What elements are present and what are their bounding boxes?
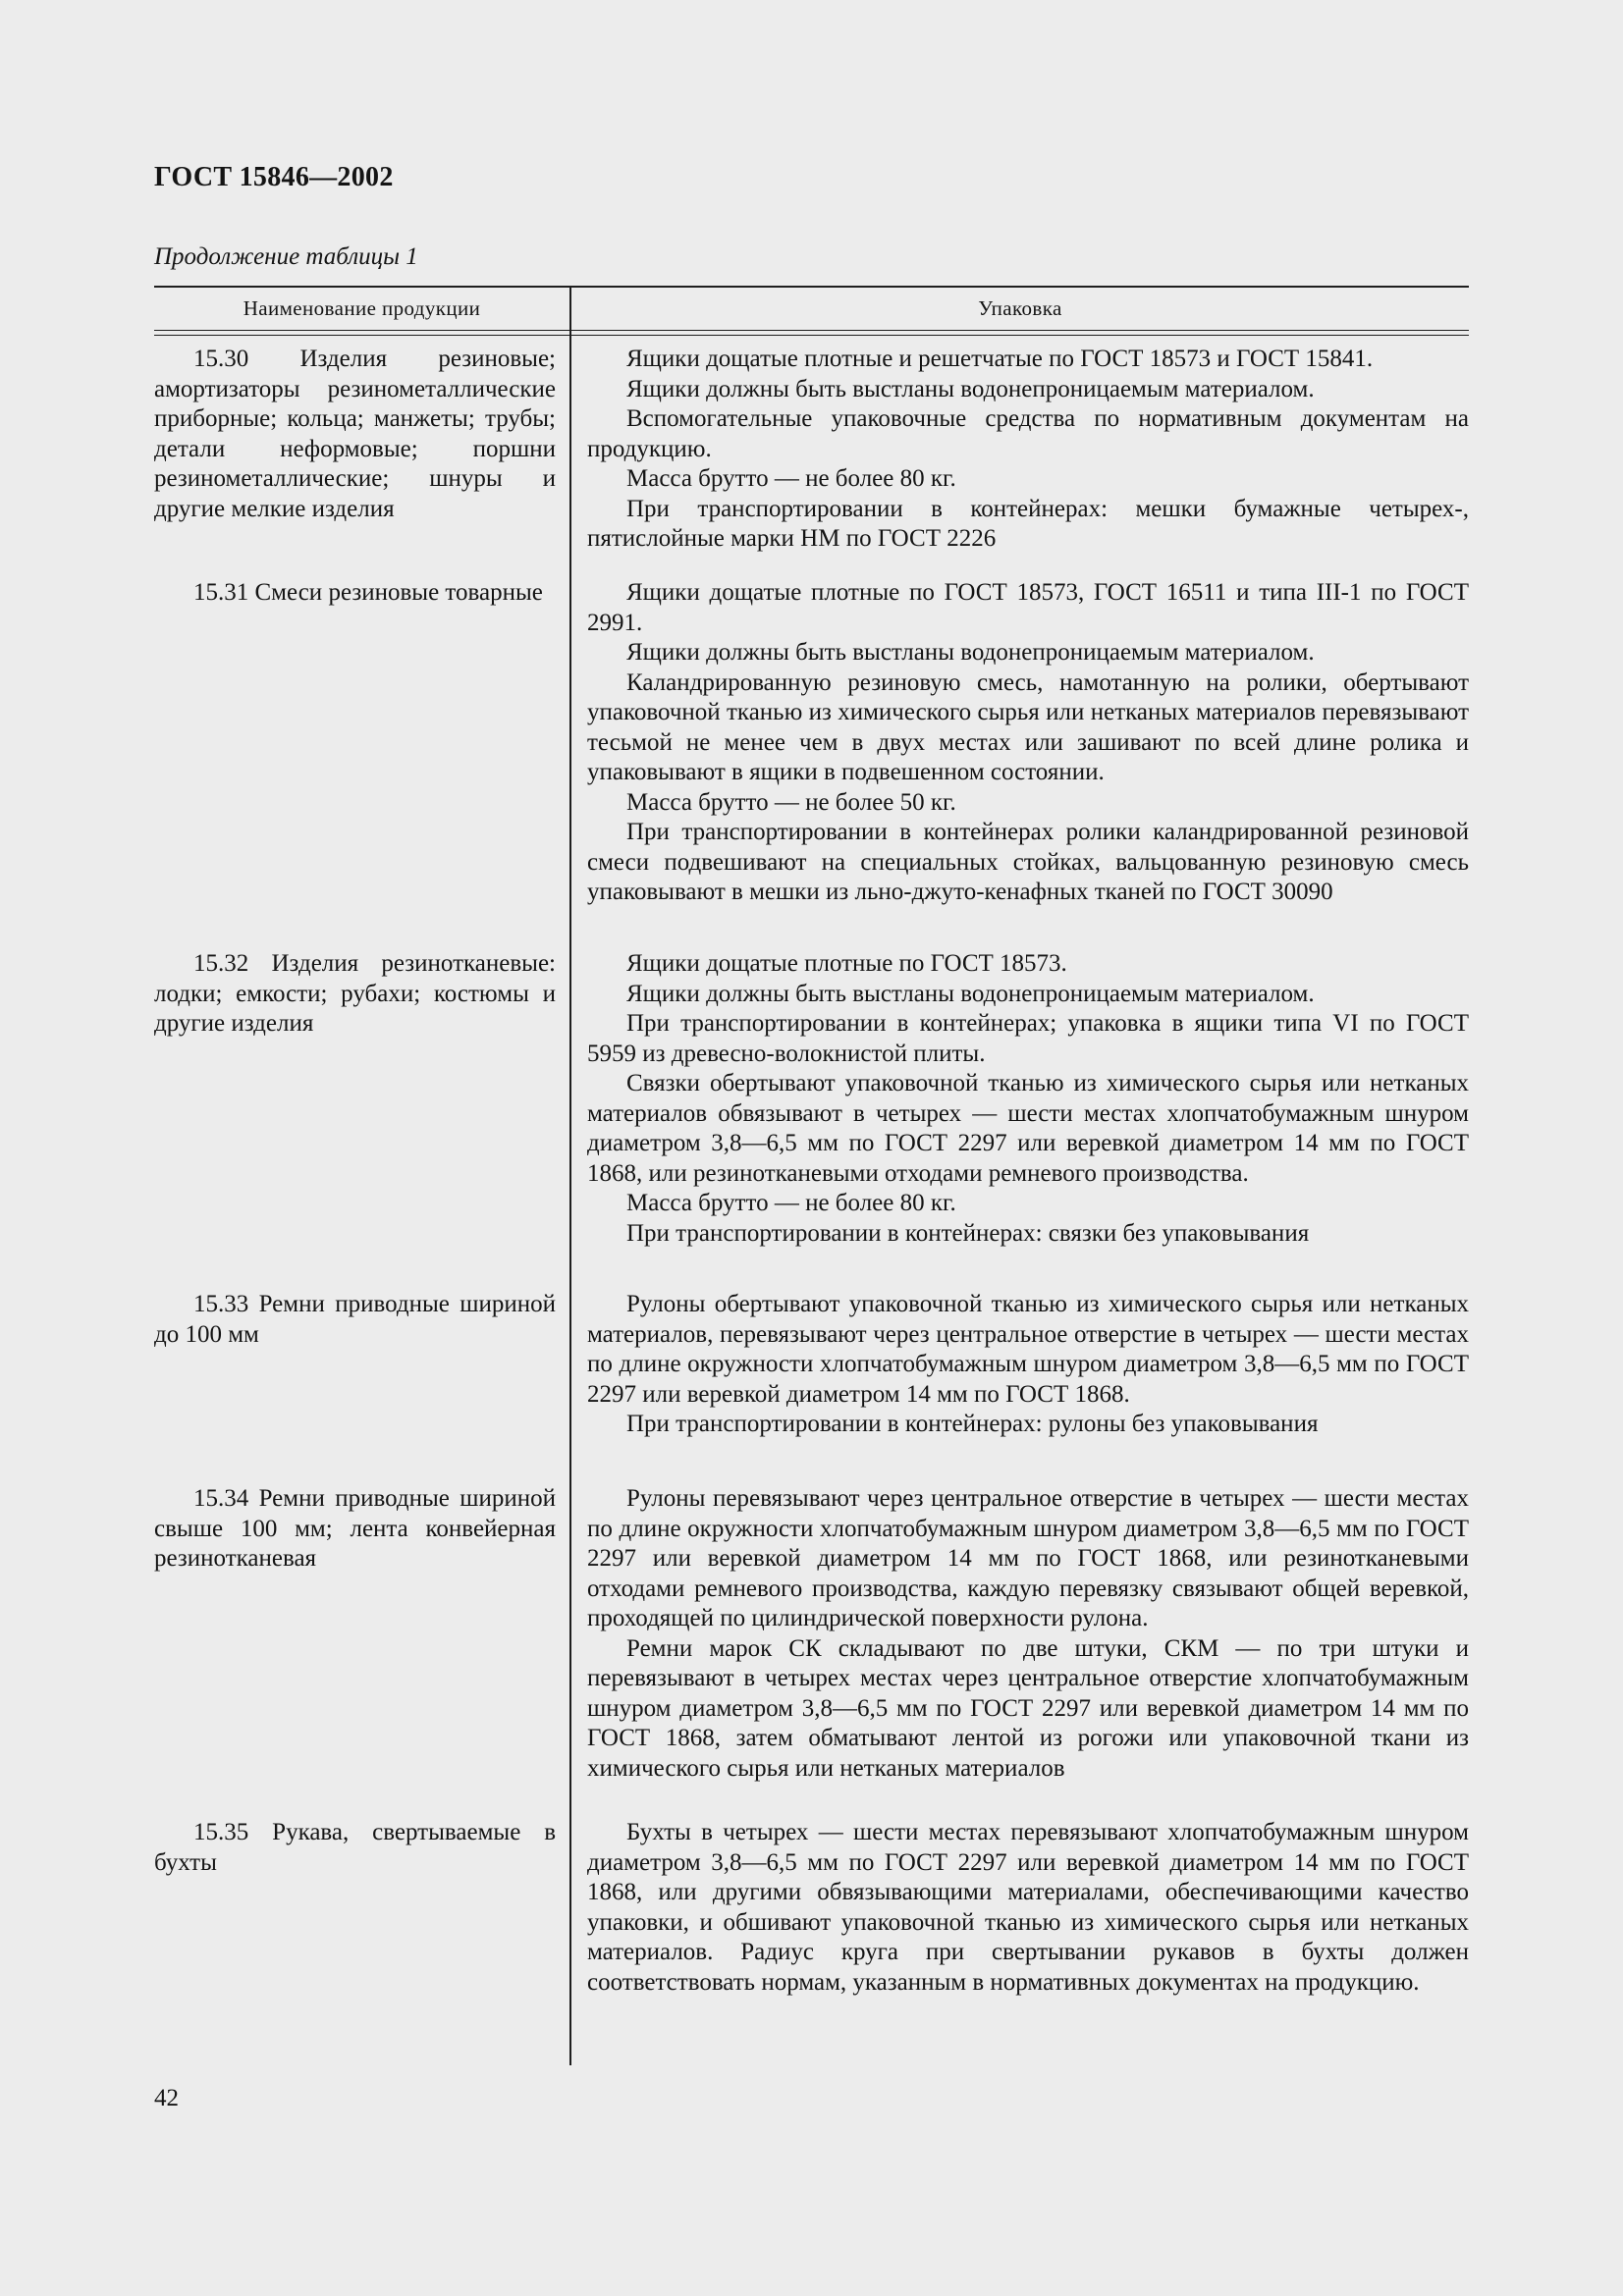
header-double-rule [154,330,1469,336]
packaging-text [569,345,1469,578]
packaging-paragraph: Ящики дощатые плотные по ГОСТ 18573, ГОСТ 16511 и типа III-1 по ГОСТ 2991. [587,579,1469,636]
packaging-paragraph: Масса брутто — не более 80 кг. [626,465,956,492]
packaging-paragraph: При транспортировании в контейнерах; упаковка в ящики типа VI по ГОСТ 5959 из древесно-волокнистой плиты. [587,1010,1469,1067]
packaging-paragraph: Ящики должны быть выстланы водонепроницаемым материалом. [626,375,1315,402]
packaging-text [569,1484,1469,1818]
packaging-table [154,286,1469,2065]
product-name: 15.33 Ремни приводные шириной до 100 мм [154,1291,556,1348]
page-number: 42 [154,2085,179,2111]
table-row [154,345,1469,578]
packaging-paragraph: Ящики дощатые плотные по ГОСТ 18573. [626,950,1067,977]
packaging-paragraph: Масса брутто — не более 80 кг. [626,1190,956,1216]
packaging-text [569,949,1469,1290]
packaging-text [569,1290,1469,1484]
product-name: 15.30 Изделия резиновые; амортизаторы резинометаллические приборные; кольца; манжеты; трубы; детали неформовые; поршни резинометаллические; шнуры и другие мелкие изделия [154,346,556,522]
packaging-paragraph: При транспортировании в контейнерах: мешки бумажные четырех-, пятислойные марки НМ по ГОСТ 2226 [587,495,1469,552]
packaging-paragraph: Ящики дощатые плотные и решетчатые по ГОСТ 18573 и ГОСТ 15841. [626,346,1374,372]
product-name: 15.31 Смеси резиновые товарные [193,579,543,606]
column-header-packaging: Упаковка [978,296,1062,320]
table-top-rule [154,286,1469,288]
packaging-paragraph: Ящики должны быть выстланы водонепроницаемым материалом. [626,980,1315,1007]
packaging-text [569,1818,1469,2034]
packaging-paragraph: При транспортировании в контейнерах ролики каландрированной резиновой смеси подвешивают на специальных стойках, вальцованную резиновую смесь упаковывают в мешки из льно-джуто-кенафных тканей по ГОСТ 30090 [587,819,1469,905]
table-row [154,578,1469,949]
packaging-paragraph: Ящики должны быть выстланы водонепроницаемым материалом. [626,639,1315,666]
table-row [154,949,1469,1290]
packaging-paragraph: При транспортировании в контейнерах: связки без упаковывания [626,1219,1310,1247]
column-header-product: Наименование продукции [243,296,481,320]
packaging-paragraph: Вспомогательные упаковочные средства по нормативным документам на продукцию. [587,405,1469,462]
packaging-paragraph: Масса брутто — не более 50 кг. [626,788,956,816]
table-row [154,1818,1469,2034]
product-name: 15.35 Рукава, свертываемые в бухты [154,1819,556,1876]
product-name: 15.34 Ремни приводные шириной свыше 100 мм; лента конвейерная резинотканевая [154,1485,556,1572]
packaging-paragraph: Каландрированную резиновую смесь, намотанную на ролики, обертывают упаковочной тканью из химического сырья или нетканых материалов перевязывают тесьмой не менее чем в двух местах или зашивают по всей длине ролика и упаковывают в ящики в подвешенном состоянии. [587,668,1469,785]
packaging-paragraph: Рулоны перевязывают через центральное отверстие в четырех — шести местах по длине окружности хлопчатобумажным шнуром диаметром 3,8—6,5 мм по ГОСТ 2297 или веревкой диаметром 14 мм по ГОСТ 1868, или резинотканевыми отходами ремневого производства, каждую перевязку связывают общей веревкой, проходящей по цилиндрической поверхности рулона. [587,1485,1469,1631]
table-row [154,1484,1469,1818]
packaging-paragraph: Ремни марок СК складывают по две штуки, СКМ — по три штуки и перевязывают в четырех местах через центральное отверстие хлопчатобумажным шнуром диаметром 3,8—6,5 мм по ГОСТ 2297 или веревкой диаметром 14 мм по ГОСТ 1868, затем обматывают лентой из рогожи или упаковочной ткани из химического сырья или нетканых материалов [587,1634,1469,1782]
table-body [154,345,1469,2034]
packaging-paragraph: Рулоны обертывают упаковочной тканью из химического сырья или нетканых материалов, перевязывают через центральное отверстие в четырех — шести местах по длине окружности хлопчатобумажным шнуром диаметром 3,8—6,5 мм по ГОСТ 2297 или веревкой диаметром 14 мм по ГОСТ 1868. [587,1291,1469,1408]
packaging-paragraph: При транспортировании в контейнерах: рулоны без упаковывания [626,1411,1319,1437]
table-row [154,1290,1469,1484]
table-caption: Продолжение таблицы 1 [154,243,418,270]
packaging-text [569,578,1469,949]
product-name: 15.32 Изделия резинотканевые: лодки; емкости; рубахи; костюмы и другие изделия [154,950,556,1037]
document-code: ГОСТ 15846—2002 [154,162,394,192]
packaging-paragraph: Связки обертывают упаковочной тканью из химического сырья или нетканых материалов обвязывают в четырех — шести местах хлопчатобумажным шнуром диаметром 3,8—6,5 мм по ГОСТ 2297 или веревкой диаметром 14 мм по ГОСТ 1868, или резинотканевыми отходами ремневого производства. [587,1070,1469,1187]
packaging-paragraph: Бухты в четырех — шести местах перевязывают хлопчатобумажным шнуром диаметром 3,8—6,5 мм по ГОСТ 2297 или веревкой диаметром 14 мм по ГОСТ 1868, или другими обвязывающими материалами, обеспечивающими качество упаковки, и обшивают упаковочной тканью из химического сырья или нетканых материалов. Радиус круга при свертывании рукавов в бухты должен соответствовать нормам, указанным в нормативных документах на продукцию. [587,1819,1469,1996]
